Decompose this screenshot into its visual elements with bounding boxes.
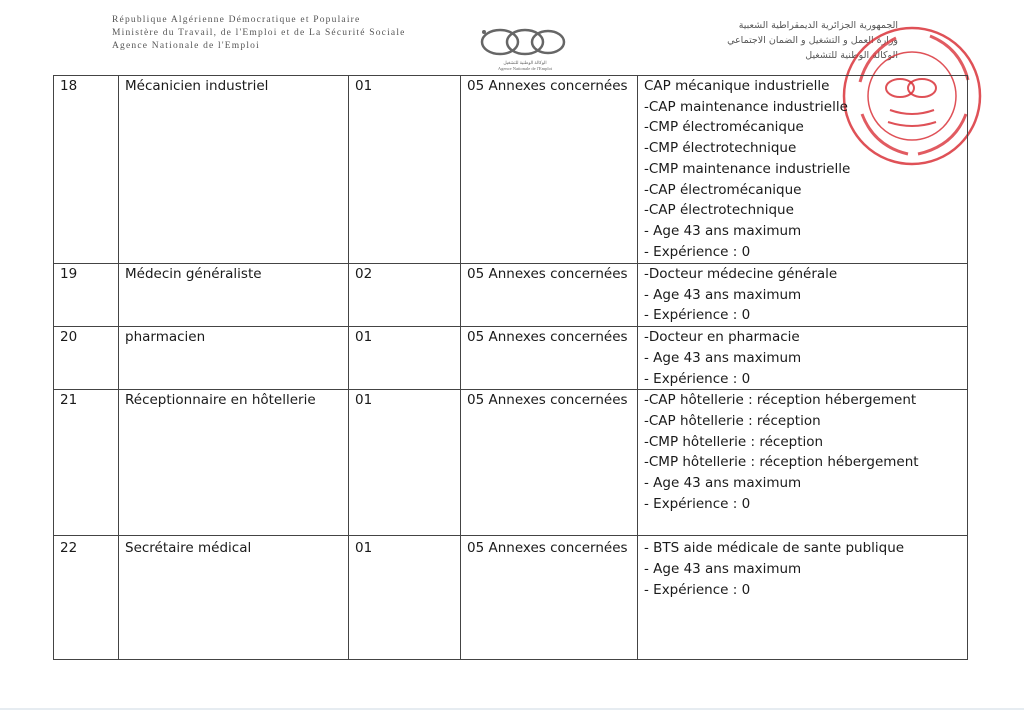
job-title: Mécanicien industriel: [119, 76, 349, 264]
requirement-line: -CAP électrotechnique: [644, 202, 794, 219]
requirement-line: -CAP hôtellerie : réception hébergement: [644, 392, 917, 409]
annexes-concerned: 05 Annexes concernées: [461, 327, 638, 390]
job-title: pharmacien: [119, 327, 349, 390]
requirement-line: -Docteur en pharmacie: [644, 329, 800, 346]
requirements-cell: [638, 327, 968, 390]
table-row: [54, 536, 968, 660]
header-left-line: République Algérienne Démocratique et Populaire: [112, 15, 361, 25]
requirement-line: -CMP électrotechnique: [644, 140, 797, 157]
job-title: Médecin généraliste: [119, 264, 349, 327]
job-title: Secrétaire médical: [119, 536, 349, 660]
requirement-line: - Age 43 ans maximum: [644, 222, 802, 239]
row-number: 20: [54, 327, 119, 390]
annexes-concerned: 05 Annexes concernées: [461, 76, 638, 264]
header-left-block: [112, 14, 452, 53]
requirement-line: - Expérience : 0: [644, 581, 751, 598]
job-offers-table: [53, 75, 968, 660]
annexes-concerned: 05 Annexes concernées: [461, 536, 638, 660]
requirement-line: -CMP maintenance industrielle: [644, 160, 851, 177]
row-number: 18: [54, 76, 119, 264]
header-right-line: الجمهورية الجزائرية الديمقراطية الشعبية: [738, 20, 898, 31]
position-count: 02: [349, 264, 461, 327]
row-number: 19: [54, 264, 119, 327]
header-right-block: [598, 18, 898, 63]
requirement-line: -Docteur médecine générale: [644, 266, 838, 282]
position-count: 01: [349, 536, 461, 660]
requirement-line: - Expérience : 0: [644, 495, 751, 512]
table-row: [54, 327, 968, 390]
requirements-cell: [638, 390, 968, 536]
requirement-line: -CAP maintenance industrielle: [644, 98, 848, 115]
requirement-line: -CMP hôtellerie : réception: [644, 433, 824, 450]
position-count: 01: [349, 327, 461, 390]
requirement-line: -CMP électromécanique: [644, 119, 804, 136]
logo-caption-ar: الوكالة الوطنية للتشغيل: [503, 60, 547, 65]
logo-caption-fr: Agence Nationale de l'Emploi: [497, 66, 553, 71]
row-number: 22: [54, 536, 119, 660]
requirements-cell: [638, 264, 968, 327]
position-count: 01: [349, 76, 461, 264]
requirement-line: - Age 43 ans maximum: [644, 349, 802, 366]
annexes-concerned: 05 Annexes concernées: [461, 390, 638, 536]
requirement-line: - Age 43 ans maximum: [644, 560, 802, 577]
table-row: [54, 264, 968, 327]
page-edge: [0, 708, 1024, 710]
row-number: 21: [54, 390, 119, 536]
requirement-line: CAP mécanique industrielle: [644, 78, 830, 94]
requirement-line: - BTS aide médicale de sante publique: [644, 540, 905, 557]
annexes-concerned: 05 Annexes concernées: [461, 264, 638, 327]
table-row: [54, 390, 968, 536]
requirement-line: -CAP hôtellerie : réception: [644, 412, 821, 429]
requirement-line: - Age 43 ans maximum: [644, 286, 802, 303]
header-left-line: Agence Nationale de l'Emploi: [112, 41, 260, 51]
requirement-line: - Expérience : 0: [644, 307, 751, 324]
requirement-line: - Age 43 ans maximum: [644, 475, 802, 492]
header-right-line: وزارة العمل و التشغيل و الضمان الاجتماعي: [727, 35, 898, 46]
requirement-line: - Expérience : 0: [644, 243, 751, 260]
requirements-cell: [638, 76, 968, 264]
header-right-line: الوكالة الوطنية للتشغيل: [805, 50, 898, 61]
requirement-line: - Expérience : 0: [644, 370, 751, 387]
logo-caption: [470, 60, 580, 72]
requirement-line: -CAP électromécanique: [644, 181, 802, 198]
position-count: 01: [349, 390, 461, 536]
job-title: Réceptionnaire en hôtellerie: [119, 390, 349, 536]
header-left-line: Ministère du Travail, de l'Emploi et de La Sécurité Sociale: [112, 28, 406, 38]
table-row: [54, 76, 968, 264]
requirement-line: -CMP hôtellerie : réception hébergement: [644, 454, 919, 471]
requirements-cell: [638, 536, 968, 660]
